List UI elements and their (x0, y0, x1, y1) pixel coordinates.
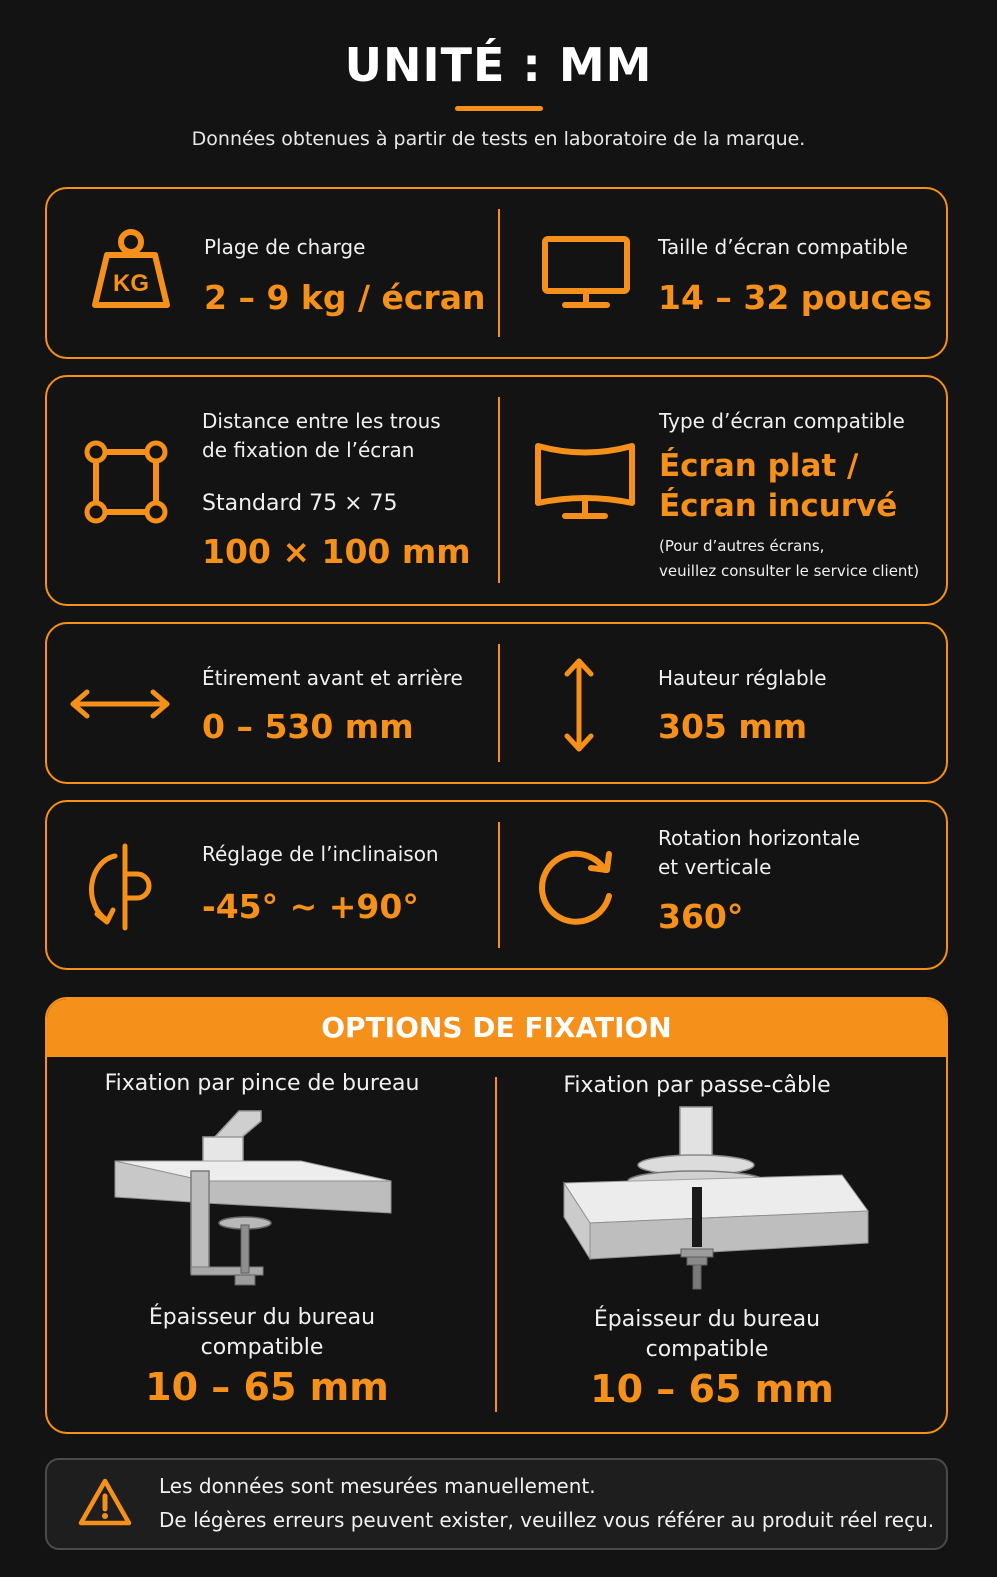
vesa-value: 100 × 100 mm (202, 532, 471, 571)
extension-label: Étirement avant et arrière (202, 666, 463, 690)
extension-value: 0 – 530 mm (202, 707, 414, 746)
vesa-label-line2: de fixation de l’écran (202, 438, 415, 462)
spec-card-load-size (45, 187, 948, 359)
screen-type-note-line2: veuillez consulter le service client) (659, 562, 920, 580)
clamp-thickness-label-line1: Épaisseur du bureau (148, 1305, 376, 1330)
monitor-icon (541, 235, 631, 309)
vesa-label-line1: Distance entre les trous (202, 409, 441, 433)
card-divider (498, 822, 500, 948)
screen-type-label: Type d’écran compatible (659, 409, 905, 433)
rotate-icon (537, 846, 619, 928)
vertical-arrow-icon (561, 656, 597, 754)
vesa-standard: Standard 75 × 75 (202, 491, 398, 516)
svg-text:KG: KG (113, 270, 149, 297)
fixation-title: OPTIONS DE FIXATION (321, 1011, 672, 1044)
horizontal-arrow-icon (67, 686, 173, 722)
grommet-thickness-value: 10 – 65 mm (590, 1367, 834, 1411)
height-label: Hauteur réglable (658, 666, 827, 690)
tilt-icon (87, 840, 155, 934)
screen-type-value-line1: Écran plat / (659, 448, 859, 484)
measurement-note (45, 1458, 948, 1550)
height-value: 305 mm (658, 707, 808, 746)
grommet-thickness-label-line2: compatible (645, 1337, 769, 1362)
rotation-label-line2: et verticale (658, 855, 772, 879)
curved-monitor-icon (533, 441, 637, 523)
spec-card-vesa-type (45, 375, 948, 606)
clamp-thickness-value: 10 – 65 mm (145, 1365, 389, 1409)
tilt-label: Réglage de l’inclinaison (202, 842, 439, 866)
grommet-thickness-label-line1: Épaisseur du bureau (593, 1307, 821, 1332)
clamp-thickness-label-line2: compatible (200, 1335, 324, 1360)
title-underline (455, 106, 543, 111)
spec-card-tilt-rotation (45, 800, 948, 970)
screen-type-note-line1: (Pour d’autres écrans, (659, 537, 825, 555)
screen-type-value-line2: Écran incurvé (659, 488, 898, 524)
grommet-label: Fixation par passe-câble (563, 1073, 831, 1098)
fixation-divider (495, 1077, 497, 1412)
desk-clamp-illustration (111, 1103, 401, 1293)
load-label: Plage de charge (204, 235, 366, 259)
tilt-value: -45° ~ +90° (202, 887, 419, 926)
note-line1: Les données sont mesurées manuellement. (159, 1474, 596, 1498)
rotation-value: 360° (658, 897, 744, 936)
card-divider (498, 209, 500, 337)
warning-icon (77, 1476, 133, 1528)
note-line2: De légères erreurs peuvent exister, veuillez vous référer au produit réel reçu. (159, 1508, 935, 1532)
fixation-card (45, 997, 948, 1434)
clamp-label: Fixation par pince de bureau (104, 1071, 420, 1096)
screen-size-value: 14 – 32 pouces (658, 278, 933, 317)
screen-size-label: Taille d’écran compatible (658, 235, 908, 259)
page-title: UNITÉ : MM (344, 38, 653, 92)
kg-weight-icon (91, 227, 171, 311)
rotation-label-line1: Rotation horizontale (658, 826, 861, 850)
card-divider (498, 397, 500, 583)
load-value: 2 – 9 kg / écran (204, 278, 486, 317)
page-subtitle: Données obtenues à partir de tests en laboratoire de la marque. (191, 128, 806, 150)
vesa-square-icon (83, 439, 169, 525)
card-divider (498, 644, 500, 762)
grommet-mount-illustration (562, 1103, 872, 1293)
spec-card-extension-height (45, 622, 948, 784)
